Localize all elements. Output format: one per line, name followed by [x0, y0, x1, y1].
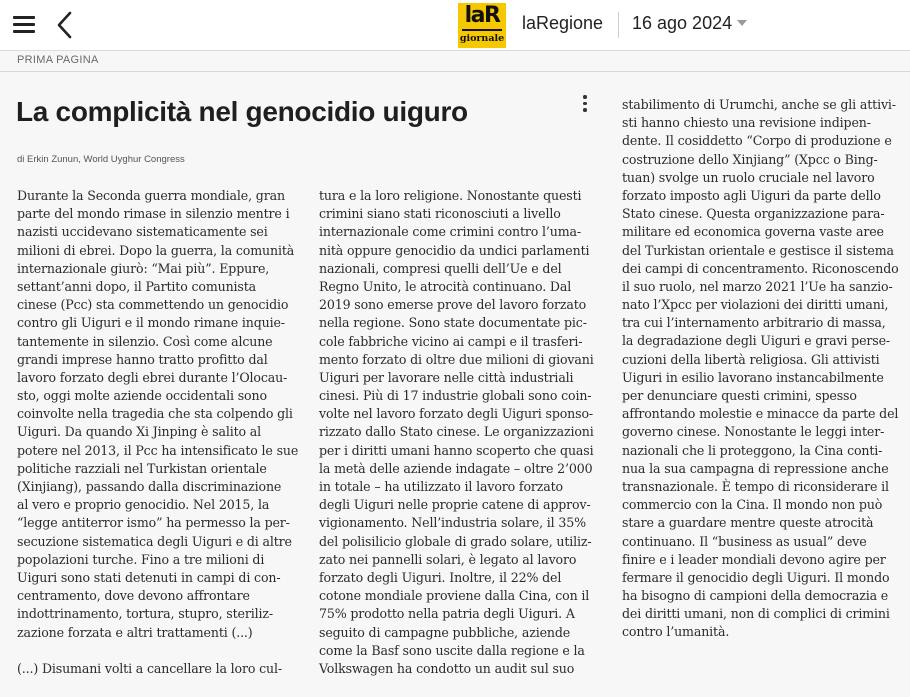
article-text-line: cuzioni della libertà religiosa. Gli attivisti [622, 351, 880, 367]
article-text-line: internazionale come crimini contro l’uma- [319, 224, 581, 240]
article-text-line: cole fabbriche vicino ai campi e il trasferi- [319, 333, 583, 349]
article-text-line: commercio con la Cina. Il mondo non può [622, 497, 883, 513]
article-text-line: popolazioni turche. Fino a tre milioni di [17, 551, 265, 567]
article-text-line: grandi imprese hanno tratto profitto dal [17, 351, 268, 367]
article-text-line: ha bisogno di campioni della democrazia e [622, 588, 889, 604]
article-text-line: del polisilicio globale di grado solare, utiliz- [319, 533, 592, 549]
article-text-line: mento forzato di oltre due milioni di giovani [319, 351, 594, 367]
section-label: PRIMA PAGINA [17, 54, 99, 66]
article-text-line: tuan) svolge un ruolo cruciale nel lavoro [622, 169, 875, 185]
article-text-line: Volkswagen ha condotto un audit sul suo [319, 660, 575, 676]
article-text-line: Uiguri per lavorare nelle città industriali [319, 369, 574, 385]
article-text-line: contro gli Uiguri e il mondo rimane inquie- [17, 315, 285, 331]
article-text-line: dei campi di concentramento. Riconoscendo [622, 260, 899, 276]
article-text-line: fermare il genocidio degli Uiguri. Il mondo [622, 569, 890, 585]
article-text-line: milioni di ebrei. Dopo la guerra, la comunità [17, 242, 295, 258]
article-text-line: zazione forzata e altri trattamenti (...) [17, 624, 253, 640]
article-text-line: 75% prodotto nella patria degli Uiguri. A [319, 606, 575, 622]
issue-date-selector[interactable]: 16 ago 2024 [632, 13, 733, 33]
chevron-down-icon[interactable] [736, 18, 748, 28]
article-text-line: forzato imposto agli Uiguri da parte dello [622, 187, 881, 203]
article-text-line: degli Uiguri nelle proprie catene di approv- [319, 497, 591, 513]
brand-name: laRegione [522, 13, 604, 33]
article-text-line: nella regione. Sono state documentate pic- [319, 315, 587, 331]
article-text-line: stabilimento di Urumchi, anche se gli attivi- [622, 97, 896, 112]
article-text-line: per i diritti umani hanno scoperto che quasi [319, 442, 594, 458]
article-text-line: la metà delle aziende indagate – oltre 2’000 [319, 460, 593, 476]
top-bar [0, 0, 910, 51]
article-text-line: rizzato dallo Stato cinese. Le organizzazioni [319, 424, 594, 440]
article-text-line: Stato cinese. Questa organizzazione para- [622, 206, 885, 222]
article-text-line: governo cinese. Nonostante le leggi inter- [622, 424, 885, 440]
article-text-line: al vero e proprio genocidio. Nel 2015, la [17, 497, 270, 513]
article-text-line: del Turkistan orientale e gestisce il sistema [622, 242, 894, 258]
article-text-line: zato nei pannelli solari, è legato al lavoro [319, 551, 577, 567]
article-text-line: stare a guardare mentre queste atrocità [622, 515, 874, 531]
article-text-line: “legge antiterror ismo” ha permesso la per- [17, 515, 290, 531]
article-text-line: continuano. Il “business as usual” deve [622, 533, 867, 549]
article-text-line: internazionale giurò: “Mai più”. Eppure, [17, 260, 270, 276]
article-text-line: sti hanno chiesto una revisione indipen- [622, 115, 871, 131]
article-text-line: sto, oggi molte aziende occidentali sono [17, 388, 267, 404]
logo-rule [462, 29, 502, 31]
article-text-line: settant’anni dopo, il Partito comunista [17, 278, 257, 294]
article-text-line: nazisti uccidevano sistematicamente sei [17, 224, 268, 240]
header-divider [618, 12, 619, 38]
article-text-line: Uiguri. Da quando Xi Jinping è salito al [17, 424, 262, 440]
article-text-line: parte del mondo rimase in silenzio mentre i [17, 206, 290, 222]
article-text-line: potere nel 2013, il Pcc ha intensificato le sue [17, 442, 299, 458]
article-text-line: secuzione sistematica degli Uiguri e di altre [17, 533, 292, 549]
newspaper-logo [458, 3, 506, 48]
article-text-line: (...) Disumani volti a cancellare la loro cul- [17, 660, 282, 676]
article-text-line: forzato degli Uiguri. Inoltre, il 22% del [319, 569, 562, 585]
hamburger-menu-icon[interactable] [13, 15, 35, 35]
article-text-line: nazionali, compresi quelli dell’Ue e del [319, 260, 562, 276]
article-text-line: Uiguri in esilio lavorano instancabilmente [622, 369, 884, 385]
article-text-line: per denunciare questi crimini, spesso [622, 388, 857, 403]
article-text-line: nazionali che li proteggono, la Cina conti- [622, 442, 883, 458]
kebab-more-icon[interactable] [580, 95, 590, 115]
article-text-line: transnazionale. È tempo di riconsiderare il [622, 478, 889, 494]
article-column-2 [319, 187, 594, 678]
article-text-line: cotone mondiale proviene dalla Cina, con il [319, 588, 590, 604]
article-text-line: affrontando molestie e minacce da parte del [622, 406, 899, 422]
back-chevron-icon[interactable] [54, 10, 76, 40]
article-column-1 [17, 187, 298, 678]
logo-lar: laR [464, 3, 500, 28]
article-text-line: seguito di campagne pubbliche, aziende [319, 624, 571, 640]
article-text-line: politiche razziali nel Turkistan orientale [17, 460, 267, 476]
article-text-line: vigionamento. Nell’industria solare, il 35% [319, 515, 586, 531]
article-text-line: Regno Unito, le atrocità continuano. Dal [319, 278, 572, 294]
article-text-line: Uiguri sono stati detenuti in campi di con- [17, 569, 281, 585]
article-text-line: finire e i leader mondiali devono agire per [622, 551, 886, 567]
article-text-line: nua la sua campagna di repressione anche [622, 460, 889, 476]
article-text-line: cinese (Pcc) sta commettendo un genocidio [17, 297, 289, 313]
article-text-line: dei diritti umani, non di complici di crimini [622, 606, 890, 622]
article-text-line: indottrinamento, tortura, stupro, steriliz- [17, 606, 273, 622]
article-text-line: Durante la Seconda guerra mondiale, gran [17, 188, 285, 203]
article-column-3 [622, 96, 899, 642]
article-text-line: costruzione dello Xinjiang” (Xpcc o Bing- [622, 151, 878, 167]
article-text-line: lavoro forzato degli ebrei durante l’Olocau- [17, 369, 288, 385]
section-divider [0, 71, 910, 72]
article-text-line: tra cui l’internamento arbitrario di massa, [622, 315, 886, 331]
article-text-line: centramento, dove devono affrontare [17, 588, 250, 604]
article-title: La complicità nel genocidio uiguro [16, 96, 468, 127]
article-text-line: volte nel lavoro forzato degli Uiguri sponso- [319, 406, 593, 422]
article-text-line: in totale – ha utilizzato il lavoro forzato [319, 479, 563, 494]
article-byline: di Erkin Zunun, World Uyghur Congress [17, 154, 185, 165]
article-text-line: militare ed economica governa vaste aree [622, 224, 884, 240]
article-text-line: 2019 sono emerse prove del lavoro forzato [319, 297, 587, 313]
article-text-line: il suo ruolo, nel marzo 2021 l’Ue ha sanzio- [622, 278, 893, 294]
article-text-line [17, 642, 298, 660]
article-text-line: la degradazione degli Uiguri e gravi perse- [622, 333, 890, 349]
article-text-line: nato l’Xpcc per violazioni dei diritti umani, [622, 297, 889, 313]
article-text-line: tura e la loro religione. Nonostante questi [319, 188, 582, 203]
logo-giornale: giornale [459, 33, 505, 44]
article-text-line: crimini siano stati riconosciuti a livello [319, 206, 561, 222]
article-text-line: (Xinjiang), passando dalla discriminazione [17, 479, 282, 494]
article-text-line: come la Basf sono uscite dalla regione e la [319, 642, 585, 658]
article-text-line: coinvolte nella tragedia che sta colpendo gli [17, 406, 293, 422]
article-text-line: tantemente in silenzio. Così come alcune [17, 333, 273, 349]
article-text-line: contro l’umanità. [622, 624, 730, 640]
article-text-line: dente. Il cosiddetto “Corpo di produzione e [622, 133, 892, 149]
article-text-line: nità oppure genocidio da undici parlamenti [319, 242, 590, 258]
article-text-line: cinesi. Più di 17 industrie globali sono coin- [319, 388, 592, 404]
